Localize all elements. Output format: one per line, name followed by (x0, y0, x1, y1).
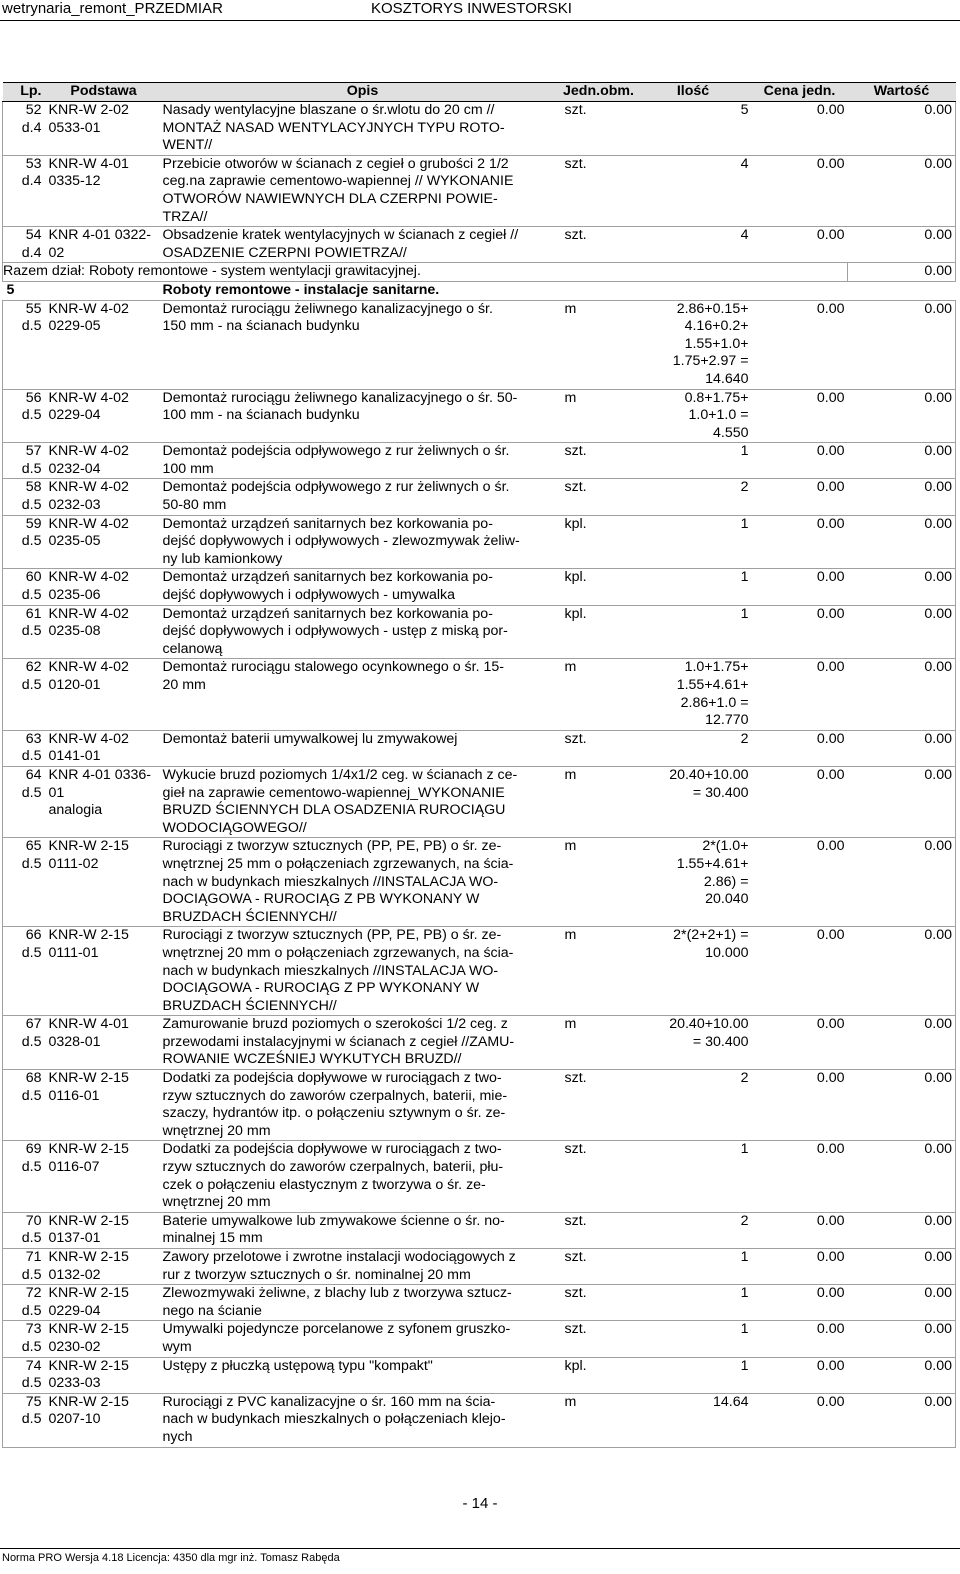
row-lp: 75 d.5 (3, 1393, 45, 1447)
row-cena: 0.00 (752, 1285, 848, 1321)
table-row (3, 730, 956, 766)
row-ilosc: 1.0+1.75+ 1.55+4.61+ 2.86+1.0 = 12.770 (635, 659, 752, 730)
row-jedn: szt. (563, 730, 635, 766)
row-jedn: szt. (563, 227, 635, 263)
row-cena: 0.00 (752, 1212, 848, 1248)
row-ilosc: 2 (635, 479, 752, 515)
row-jedn: m (563, 1393, 635, 1447)
page-number: - 14 - (462, 1495, 498, 1512)
row-jedn: szt. (563, 1285, 635, 1321)
row-opis: Obsadzenie kratek wentylacyjnych w ścianach z cegieł // OSADZENIE CZERPNI POWIETRZA// (163, 227, 563, 263)
table-row (3, 1016, 956, 1070)
row-wartosc: 0.00 (848, 1016, 956, 1070)
summary-section (3, 263, 956, 300)
row-jedn: szt. (563, 1249, 635, 1285)
row-ilosc: 20.40+10.00 = 30.400 (635, 1016, 752, 1070)
row-cena: 0.00 (752, 605, 848, 659)
row-ilosc: 5 (635, 102, 752, 156)
row-lp: 74 d.5 (3, 1357, 45, 1393)
row-lp: 64 d.5 (3, 766, 45, 837)
row-wartosc: 0.00 (848, 1357, 956, 1393)
row-lp: 67 d.5 (3, 1016, 45, 1070)
row-podstawa: KNR-W 4-02 0229-04 (45, 389, 163, 443)
table-row (3, 1357, 956, 1393)
row-cena: 0.00 (752, 1249, 848, 1285)
row-podstawa: KNR-W 4-02 0235-06 (45, 569, 163, 605)
col-ilosc: Ilość (635, 83, 752, 102)
row-opis: Demontaż rurociągu stalowego ocynkownego o śr. 15- 20 mm (163, 659, 563, 730)
row-wartosc: 0.00 (848, 569, 956, 605)
footer-divider (0, 1548, 960, 1549)
row-ilosc: 2 (635, 730, 752, 766)
footer-license: Norma PRO Wersja 4.18 Licencja: 4350 dla mgr inż. Tomasz Rabęda (2, 1552, 340, 1564)
col-podstawa: Podstawa (45, 83, 163, 102)
row-wartosc: 0.00 (848, 515, 956, 569)
row-jedn: m (563, 389, 635, 443)
row-cena: 0.00 (752, 479, 848, 515)
section-summary-row (3, 263, 956, 282)
row-jedn: szt. (563, 479, 635, 515)
row-ilosc: 0.8+1.75+ 1.0+1.0 = 4.550 (635, 389, 752, 443)
row-ilosc: 4 (635, 155, 752, 226)
col-jedn: Jedn.obm. (563, 83, 635, 102)
row-cena: 0.00 (752, 1141, 848, 1212)
row-wartosc: 0.00 (848, 927, 956, 1016)
row-podstawa: KNR-W 2-15 0116-07 (45, 1141, 163, 1212)
row-wartosc: 0.00 (848, 479, 956, 515)
row-podstawa: KNR-W 4-02 0229-05 (45, 300, 163, 389)
row-opis: Przebicie otworów w ścianach z cegieł o grubości 2 1/2 ceg.na zaprawie cementowo-wapiennej // WYKONANIE OTWORÓW NAWIEWNYCH DLA CZERPNI POWIE- TRZA// (163, 155, 563, 226)
row-lp: 59 d.5 (3, 515, 45, 569)
row-cena: 0.00 (752, 389, 848, 443)
table-row (3, 605, 956, 659)
document-type: KOSZTORYS INWESTORSKI (371, 0, 572, 17)
row-jedn: kpl. (563, 569, 635, 605)
row-cena: 0.00 (752, 1393, 848, 1447)
row-podstawa: KNR-W 2-15 0111-01 (45, 927, 163, 1016)
row-cena: 0.00 (752, 569, 848, 605)
row-opis: Demontaż podejścia odpływowego z rur żeliwnych o śr. 50-80 mm (163, 479, 563, 515)
row-ilosc: 1 (635, 569, 752, 605)
row-ilosc: 20.40+10.00 = 30.400 (635, 766, 752, 837)
row-opis: Demontaż urządzeń sanitarnych bez korkowania po- dejść dopływowych i odpływowych - umywalka (163, 569, 563, 605)
row-cena: 0.00 (752, 1357, 848, 1393)
row-podstawa: KNR-W 4-02 0232-03 (45, 479, 163, 515)
row-wartosc: 0.00 (848, 1141, 956, 1212)
table-row (3, 1285, 956, 1321)
row-opis: Ustępy z płuczką ustępową typu "kompakt" (163, 1357, 563, 1393)
row-cena: 0.00 (752, 1070, 848, 1141)
row-wartosc: 0.00 (848, 389, 956, 443)
row-podstawa: KNR 4-01 0322- 02 (45, 227, 163, 263)
row-lp: 53 d.4 (3, 155, 45, 226)
row-cena: 0.00 (752, 443, 848, 479)
row-jedn: m (563, 927, 635, 1016)
col-cena: Cena jedn. (752, 83, 848, 102)
row-lp: 63 d.5 (3, 730, 45, 766)
row-jedn: m (563, 1016, 635, 1070)
row-cena: 0.00 (752, 766, 848, 837)
row-lp: 65 d.5 (3, 838, 45, 927)
row-opis: Nasady wentylacyjne blaszane o śr.wlotu do 20 cm // MONTAŻ NASAD WENTYLACYJNYCH TYPU ROTO- WENT// (163, 102, 563, 156)
row-opis: Demontaż rurociągu żeliwnego kanalizacyjnego o śr. 50- 100 mm - na ścianach budynku (163, 389, 563, 443)
row-lp: 62 d.5 (3, 659, 45, 730)
col-opis: Opis (163, 83, 563, 102)
row-opis: Zamurowanie bruzd poziomych o szerokości 1/2 ceg. z przewodami instalacyjnymi w ścianach z cegieł //ZAMU- ROWANIE WCZEŚNIEJ WYKUTYCH BRUZD// (163, 1016, 563, 1070)
row-ilosc: 2*(1.0+ 1.55+4.61+ 2.86) = 20.040 (635, 838, 752, 927)
row-opis: Zlewozmywaki żeliwne, z blachy lub z tworzywa sztucz- nego na ścianie (163, 1285, 563, 1321)
row-lp: 56 d.5 (3, 389, 45, 443)
row-jedn: szt. (563, 1141, 635, 1212)
row-lp: 61 d.5 (3, 605, 45, 659)
row-jedn: m (563, 838, 635, 927)
row-lp: 57 d.5 (3, 443, 45, 479)
table-row (3, 1141, 956, 1212)
row-opis: Rurociągi z tworzyw sztucznych (PP, PE, PB) o śr. ze- wnętrznej 25 mm o połączeniach zgrzewanych, na ścia- nach w budynkach mieszkalnych //INSTALACJA WO- DOCIĄGOWA - RUROCIĄG Z PB WYKONANY W BRUZDACH ŚCIENNYCH// (163, 838, 563, 927)
row-cena: 0.00 (752, 1321, 848, 1357)
row-opis: Demontaż baterii umywalkowej lu zmywakowej (163, 730, 563, 766)
table-row (3, 102, 956, 156)
row-podstawa: KNR-W 4-02 0232-04 (45, 443, 163, 479)
row-wartosc: 0.00 (848, 300, 956, 389)
row-cena: 0.00 (752, 155, 848, 226)
row-lp: 55 d.5 (3, 300, 45, 389)
row-jedn: szt. (563, 155, 635, 226)
row-lp: 72 d.5 (3, 1285, 45, 1321)
row-podstawa: KNR-W 2-15 0207-10 (45, 1393, 163, 1447)
row-wartosc: 0.00 (848, 155, 956, 226)
table-row (3, 1070, 956, 1141)
row-opis: Demontaż urządzeń sanitarnych bez korkowania po- dejść dopływowych i odpływowych - zlewozmywak żeliw- ny lub kamionkowy (163, 515, 563, 569)
row-wartosc: 0.00 (848, 227, 956, 263)
row-opis: Rurociągi z tworzyw sztucznych (PP, PE, PB) o śr. ze- wnętrznej 20 mm o połączeniach zgrzewanych, na ścia- nach w budynkach mieszkalnych //INSTALACJA WO- DOCIĄGOWA - RUROCIĄG Z PP WYKONANY W BRUZDACH ŚCIENNYCH// (163, 927, 563, 1016)
table-row (3, 927, 956, 1016)
row-jedn: kpl. (563, 605, 635, 659)
row-wartosc: 0.00 (848, 1249, 956, 1285)
row-podstawa: KNR-W 2-15 0233-03 (45, 1357, 163, 1393)
table-row (3, 389, 956, 443)
col-wartosc: Wartość (848, 83, 956, 102)
document-title: wetrynaria_remont_PRZEDMIAR (2, 0, 223, 17)
row-podstawa: KNR-W 4-01 0335-12 (45, 155, 163, 226)
row-wartosc: 0.00 (848, 605, 956, 659)
row-podstawa: KNR-W 4-02 0235-08 (45, 605, 163, 659)
row-cena: 0.00 (752, 838, 848, 927)
row-podstawa: KNR 4-01 0336- 01 analogia (45, 766, 163, 837)
row-ilosc: 14.64 (635, 1393, 752, 1447)
row-ilosc: 2 (635, 1070, 752, 1141)
row-podstawa: KNR-W 2-15 0229-04 (45, 1285, 163, 1321)
row-podstawa: KNR-W 4-02 0120-01 (45, 659, 163, 730)
row-wartosc: 0.00 (848, 659, 956, 730)
section-title: Roboty remontowe - instalacje sanitarne. (163, 281, 956, 300)
row-opis: Dodatki za podejścia dopływowe w rurociągach z two- rzyw sztucznych do zaworów czerpalnych, baterii, płu- czek o połączeniu elastycznym z tworzywa o śr. ze- wnętrznej 20 mm (163, 1141, 563, 1212)
row-wartosc: 0.00 (848, 1070, 956, 1141)
row-podstawa: KNR-W 2-15 0137-01 (45, 1212, 163, 1248)
summary-label: Razem dział: Roboty remontowe - system wentylacji grawitacyjnej. (3, 263, 848, 282)
row-lp: 71 d.5 (3, 1249, 45, 1285)
row-wartosc: 0.00 (848, 102, 956, 156)
rows-ventilation (3, 102, 956, 263)
row-lp: 73 d.5 (3, 1321, 45, 1357)
row-cena: 0.00 (752, 659, 848, 730)
row-lp: 69 d.5 (3, 1141, 45, 1212)
row-wartosc: 0.00 (848, 838, 956, 927)
row-ilosc: 1 (635, 1321, 752, 1357)
row-cena: 0.00 (752, 1016, 848, 1070)
row-podstawa: KNR-W 4-02 0141-01 (45, 730, 163, 766)
table-row (3, 569, 956, 605)
row-ilosc: 1 (635, 1249, 752, 1285)
row-jedn: szt. (563, 102, 635, 156)
row-ilosc: 1 (635, 605, 752, 659)
row-cena: 0.00 (752, 515, 848, 569)
table-row (3, 479, 956, 515)
row-lp: 54 d.4 (3, 227, 45, 263)
row-wartosc: 0.00 (848, 1321, 956, 1357)
row-opis: Baterie umywalkowe lub zmywakowe ścienne o śr. no- minalnej 15 mm (163, 1212, 563, 1248)
section-heading-row (3, 281, 956, 300)
row-lp: 70 d.5 (3, 1212, 45, 1248)
table-row (3, 838, 956, 927)
row-podstawa: KNR-W 2-15 0230-02 (45, 1321, 163, 1357)
row-opis: Zawory przelotowe i zwrotne instalacji wodociągowych z rur z tworzyw sztucznych o śr. nominalnej 20 mm (163, 1249, 563, 1285)
row-ilosc: 4 (635, 227, 752, 263)
row-ilosc: 1 (635, 443, 752, 479)
row-lp: 66 d.5 (3, 927, 45, 1016)
row-jedn: m (563, 766, 635, 837)
table-row (3, 515, 956, 569)
row-ilosc: 1 (635, 1141, 752, 1212)
row-lp: 58 d.5 (3, 479, 45, 515)
row-opis: Demontaż rurociągu żeliwnego kanalizacyjnego o śr. 150 mm - na ścianach budynku (163, 300, 563, 389)
row-ilosc: 2 (635, 1212, 752, 1248)
row-lp: 68 d.5 (3, 1070, 45, 1141)
row-cena: 0.00 (752, 730, 848, 766)
row-jedn: szt. (563, 1321, 635, 1357)
table-row (3, 1393, 956, 1447)
estimate-table (2, 82, 956, 1448)
rows-sanitary (3, 300, 956, 1447)
table-row (3, 1321, 956, 1357)
row-podstawa: KNR-W 4-02 0235-05 (45, 515, 163, 569)
row-cena: 0.00 (752, 102, 848, 156)
table-row (3, 1249, 956, 1285)
table-row (3, 659, 956, 730)
header-divider (0, 20, 960, 21)
row-ilosc: 2.86+0.15+ 4.16+0.2+ 1.55+1.0+ 1.75+2.97 = 14.640 (635, 300, 752, 389)
row-lp: 60 d.5 (3, 569, 45, 605)
row-ilosc: 1 (635, 1285, 752, 1321)
row-opis: Demontaż urządzeń sanitarnych bez korkowania po- dejść dopływowych i odpływowych - ustęp z miską por- celanową (163, 605, 563, 659)
row-lp: 52 d.4 (3, 102, 45, 156)
row-jedn: m (563, 300, 635, 389)
row-opis: Umywalki pojedyncze porcelanowe z syfonem gruszko- wym (163, 1321, 563, 1357)
section-number: 5 (3, 281, 45, 300)
row-cena: 0.00 (752, 227, 848, 263)
row-wartosc: 0.00 (848, 1285, 956, 1321)
row-opis: Dodatki za podejścia dopływowe w rurociągach z two- rzyw sztucznych do zaworów czerpalnych, baterii, mie- szaczy, hydrantów itp. o połączeniu sztywnym o śr. ze- wnętrznej 20 mm (163, 1070, 563, 1141)
row-jedn: szt. (563, 1070, 635, 1141)
row-jedn: szt. (563, 1212, 635, 1248)
row-wartosc: 0.00 (848, 766, 956, 837)
table-row (3, 1212, 956, 1248)
table-row (3, 443, 956, 479)
column-header-row (3, 83, 956, 102)
row-jedn: m (563, 659, 635, 730)
row-podstawa: KNR-W 2-15 0111-02 (45, 838, 163, 927)
table-row (3, 227, 956, 263)
row-jedn: kpl. (563, 515, 635, 569)
summary-value: 0.00 (848, 263, 956, 282)
table-row (3, 300, 956, 389)
col-lp: Lp. (3, 83, 45, 102)
row-wartosc: 0.00 (848, 443, 956, 479)
row-opis: Rurociągi z PVC kanalizacyjne o śr. 160 mm na ścia- nach w budynkach mieszkalnych o połączeniach klejo- nych (163, 1393, 563, 1447)
table-row (3, 766, 956, 837)
row-jedn: szt. (563, 443, 635, 479)
row-opis: Demontaż podejścia odpływowego z rur żeliwnych o śr. 100 mm (163, 443, 563, 479)
row-wartosc: 0.00 (848, 730, 956, 766)
row-ilosc: 1 (635, 515, 752, 569)
row-podstawa: KNR-W 2-15 0116-01 (45, 1070, 163, 1141)
row-ilosc: 1 (635, 1357, 752, 1393)
row-opis: Wykucie bruzd poziomych 1/4x1/2 ceg. w ścianach z ce- gieł na zaprawie cementowo-wapiennej_WYKONANIE BRUZD ŚCIENNYCH DLA OSADZENIA RUROCIĄGU WODOCIĄGOWEGO// (163, 766, 563, 837)
row-podstawa: KNR-W 2-02 0533-01 (45, 102, 163, 156)
row-cena: 0.00 (752, 927, 848, 1016)
row-ilosc: 2*(2+2+1) = 10.000 (635, 927, 752, 1016)
row-cena: 0.00 (752, 300, 848, 389)
row-wartosc: 0.00 (848, 1393, 956, 1447)
table-row (3, 155, 956, 226)
row-podstawa: KNR-W 2-15 0132-02 (45, 1249, 163, 1285)
row-podstawa: KNR-W 4-01 0328-01 (45, 1016, 163, 1070)
row-wartosc: 0.00 (848, 1212, 956, 1248)
row-jedn: kpl. (563, 1357, 635, 1393)
